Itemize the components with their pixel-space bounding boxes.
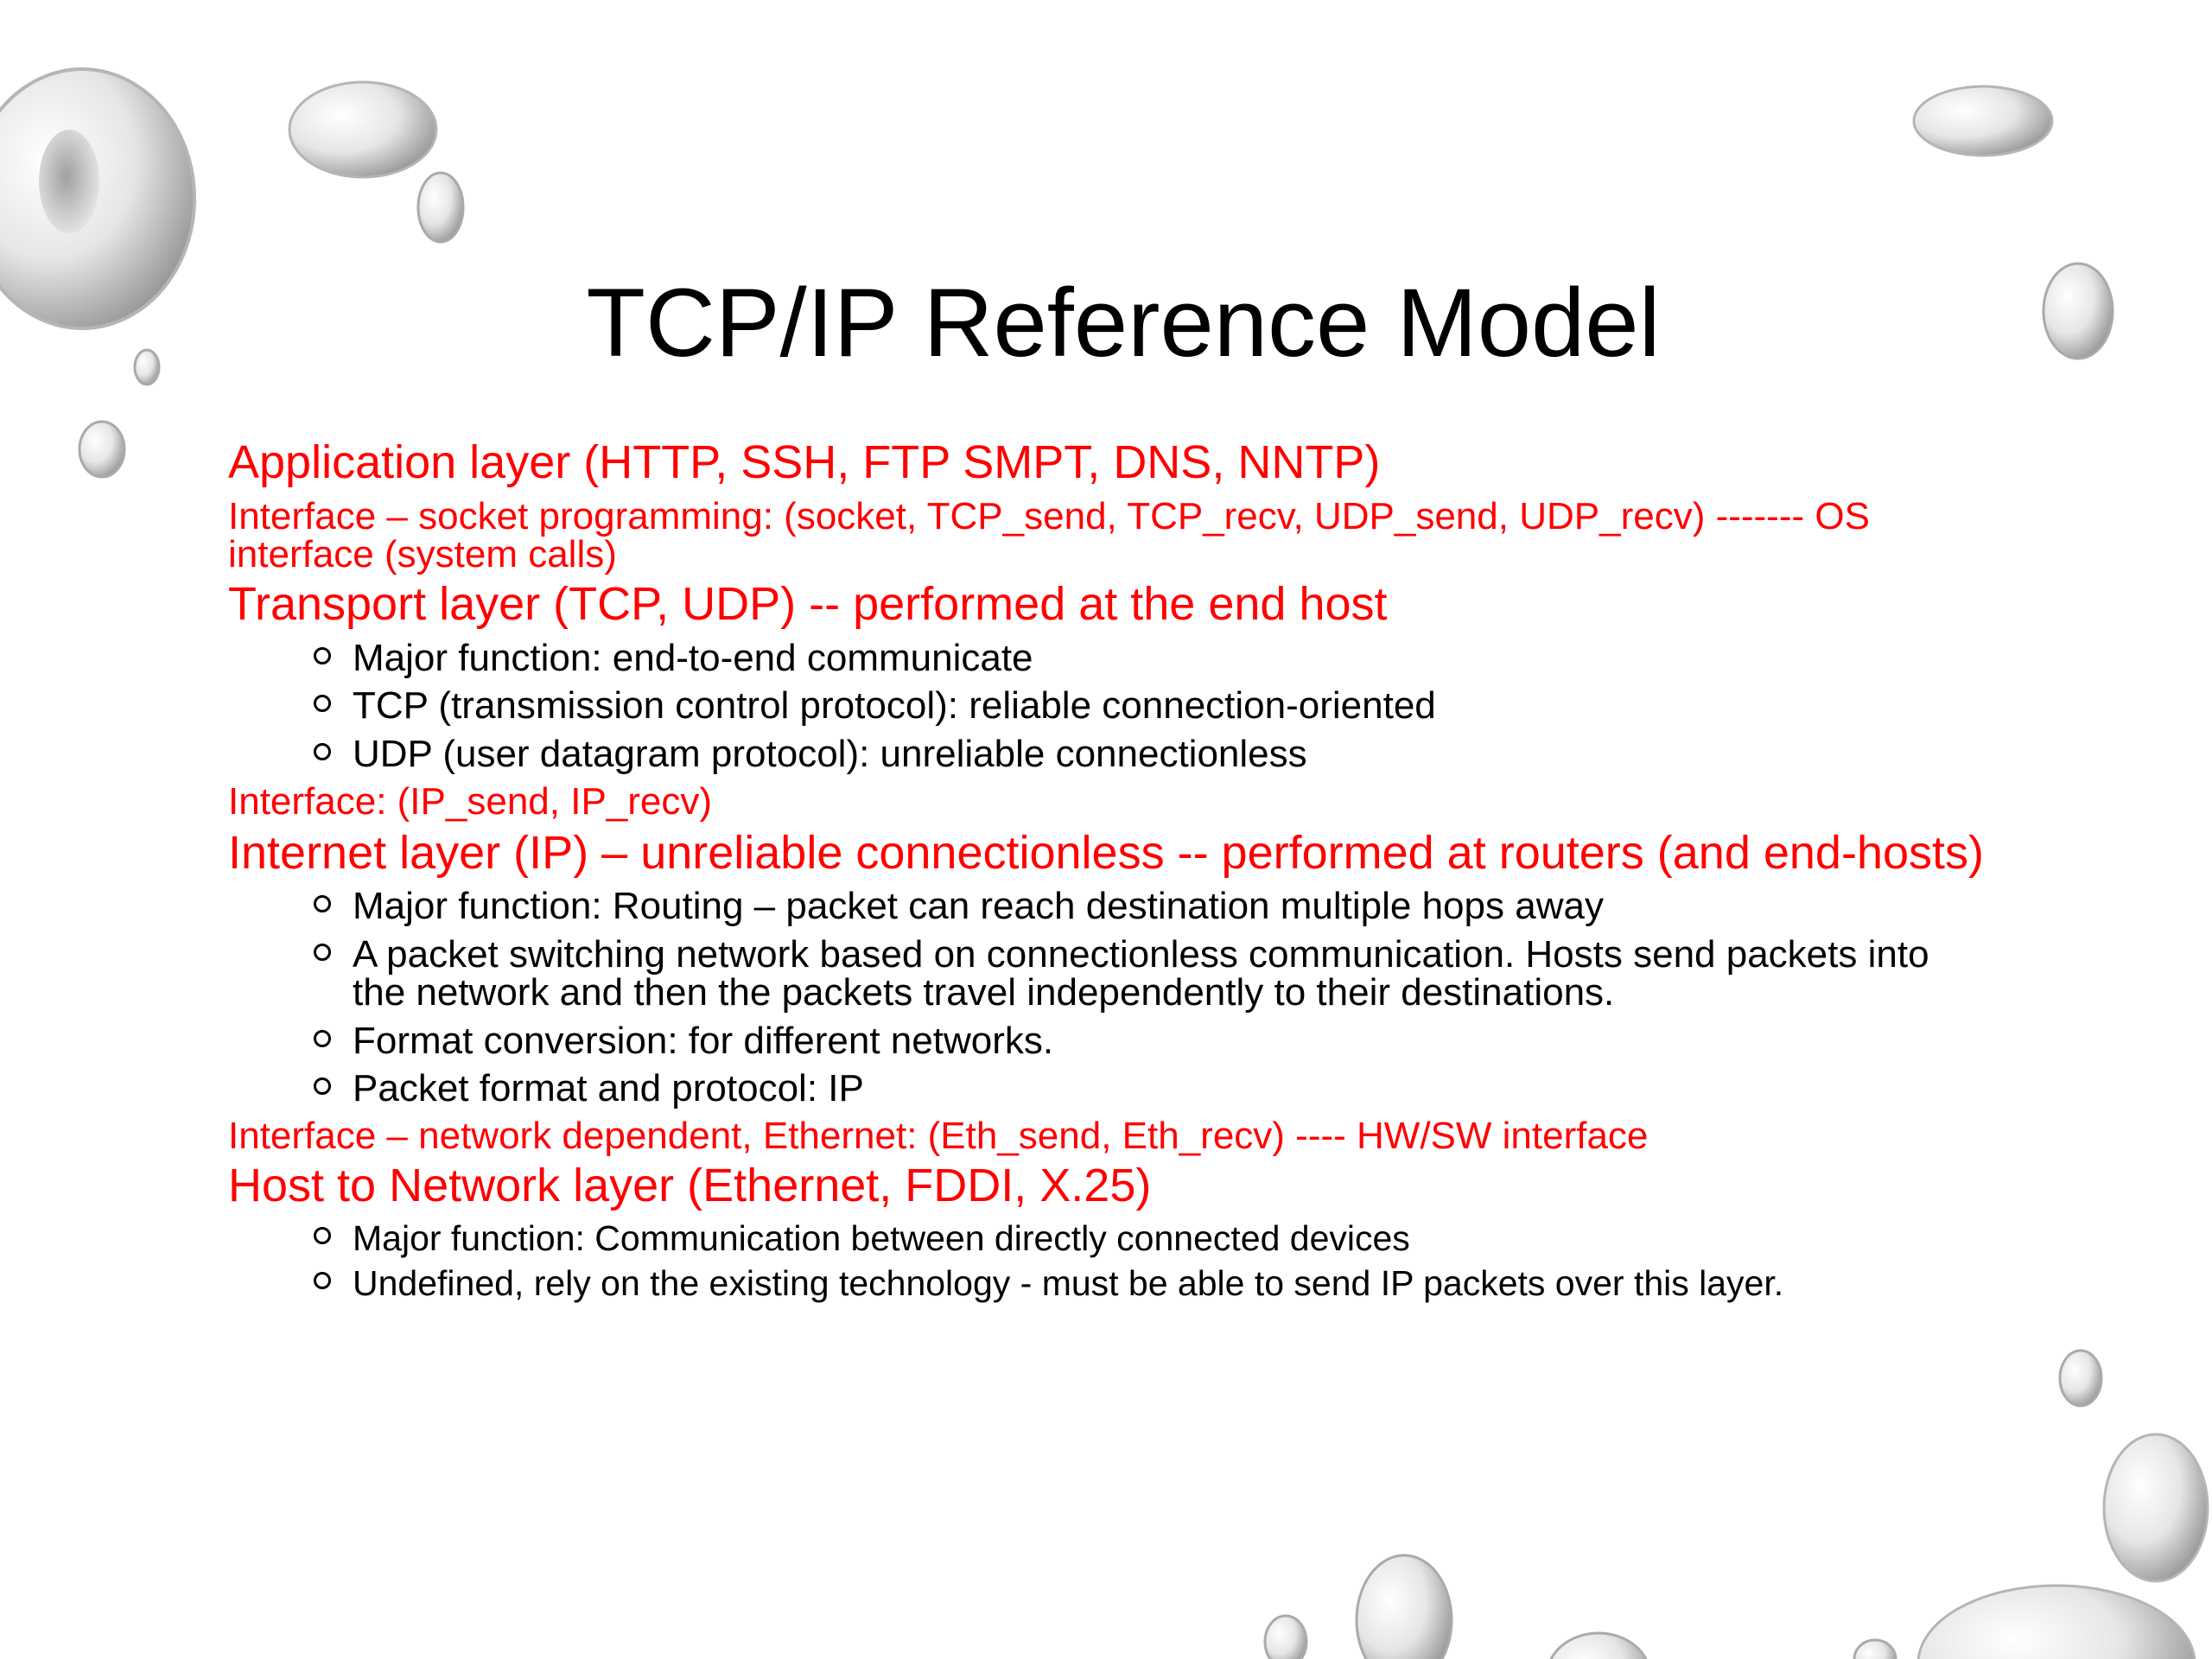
- list-item: TCP (transmission control protocol): reliable connection-oriented: [353, 684, 1436, 727]
- list-item: A packet switching network based on connectionless communication. Hosts send packets into: [353, 933, 1929, 976]
- transport-layer-heading: Transport layer (TCP, UDP) -- performed at the end host: [228, 578, 1388, 630]
- drop-bottom-right-3: [1918, 1586, 2195, 1659]
- list-item: Undefined, rely on the existing technology - must be able to send IP packets over this layer.: [353, 1263, 1784, 1303]
- application-layer-heading: Application layer (HTTP, SSH, FTP SMPT, DNS, NNTP): [228, 436, 1381, 488]
- list-item: Packet format and protocol: IP: [353, 1067, 864, 1109]
- ethernet-interface-line: Interface – network dependent, Ethernet: (Eth_send, Eth_recv) ---- HW/SW interface: [228, 1115, 1649, 1157]
- drop-bottom-right-2: [2104, 1434, 2208, 1581]
- list-item: Major function: end-to-end communicate: [353, 637, 1033, 679]
- internet-layer-heading: Internet layer (IP) – unreliable connectionless -- performed at routers (and end-hosts): [228, 827, 1984, 879]
- socket-interface-line-cont: interface (system calls): [228, 533, 617, 575]
- host-to-network-heading: Host to Network layer (Ethernet, FDDI, X.25): [228, 1160, 1152, 1211]
- list-item: UDP (user datagram protocol): unreliable connectionless: [353, 733, 1307, 775]
- slide-title: TCP/IP Reference Model: [586, 269, 1661, 377]
- drop-bottom-1: [1357, 1555, 1452, 1659]
- list-item-continuation: the network and then the packets travel independently to their destinations.: [353, 971, 1615, 1014]
- drop-bottom-right-1: [2060, 1351, 2101, 1406]
- drop-bottom-2: [1265, 1616, 1306, 1659]
- drop-bottom-4: [1854, 1640, 1896, 1659]
- list-item: Major function: Communication between directly connected devices: [353, 1218, 1410, 1258]
- drop-top-right-1: [1914, 86, 2052, 156]
- list-item: Format conversion: for different networks.: [353, 1020, 1054, 1062]
- drop-small-2: [79, 422, 124, 477]
- list-item: Major function: Routing – packet can reach destination multiple hops away: [353, 885, 1604, 927]
- ip-interface-line: Interface: (IP_send, IP_recv): [228, 780, 713, 823]
- drop-bottom-3: [1547, 1633, 1650, 1659]
- drop-top-left-3: [418, 173, 463, 242]
- socket-interface-line: Interface – socket programming: (socket, TCP_send, TCP_recv, UDP_send, UDP_recv) ------- OS: [228, 495, 1870, 537]
- drop-top-left-2: [289, 82, 436, 177]
